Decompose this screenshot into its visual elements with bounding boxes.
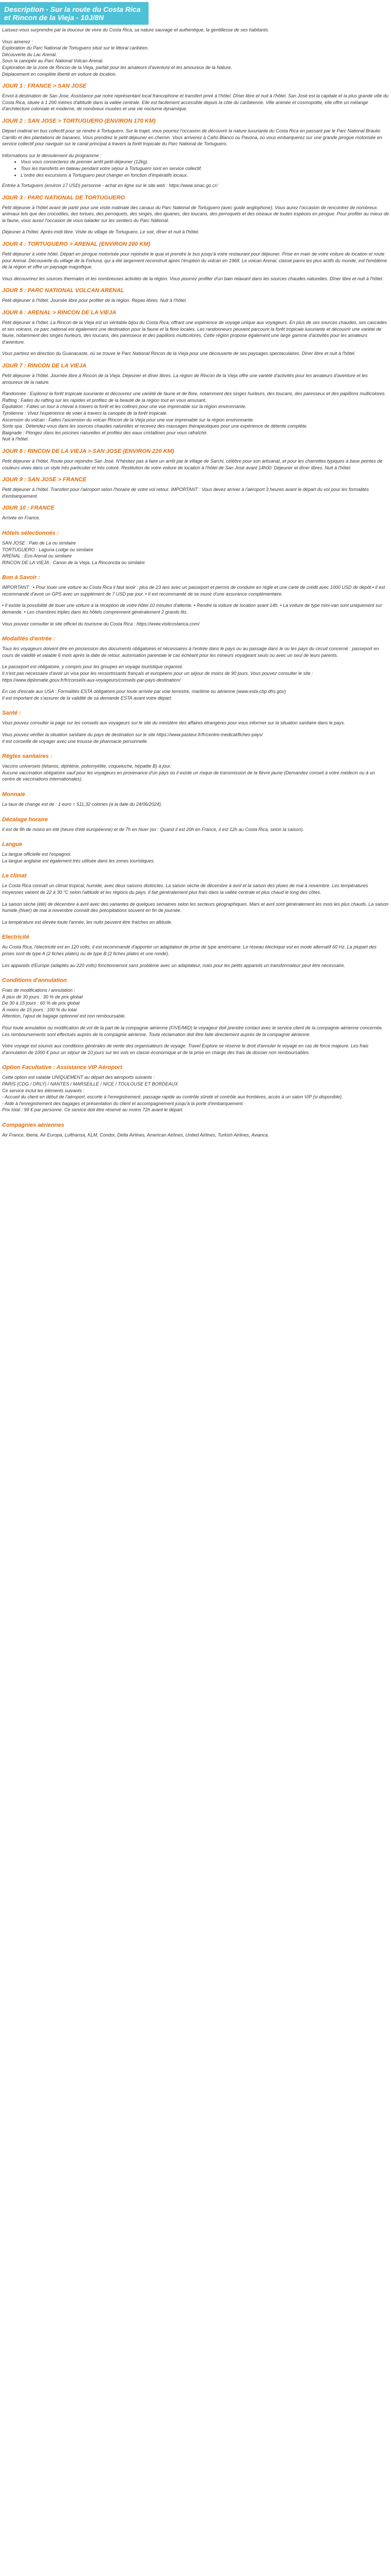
day-title: JOUR 3 : PARC NATIONAL DE TORTUGUERO — [2, 194, 125, 201]
day-section — [2, 241, 389, 282]
compagnies-section — [2, 1122, 389, 1139]
day-text: Petit déjeuner à l'hôtel. Journée libre pour profiter de la région. Repas libres. Nuit à l'hôtel. — [2, 298, 187, 303]
info-list — [2, 159, 389, 178]
day-text: Arrivée en France. — [2, 515, 41, 521]
day-section — [2, 287, 389, 304]
conditions-text: Frais de modifications / annulation : — [2, 988, 75, 993]
reglements-title: Règles sanitaires : — [2, 753, 53, 760]
modalites-text: Tous les voyageurs doivent être en possession des documents obligatoires et nécessaires à l'entrée dans le pays ou au passage dans le ou les pays du circuit concerné : passeport en cours de validité et valable 6 mois après la date de retour, autorisation parentale le cas échéant pour les mineurs voyageant seuls ou avec un seul de leurs parents. — [2, 646, 379, 658]
electricite-title: Electricité — [2, 934, 29, 941]
compagnies-title: Compagnies aériennes — [2, 1122, 64, 1128]
reglements-text: Vaccins universels (tétanos, diphtérie, poliomyélite, coqueluche, hépatite B) à jour. — [2, 764, 172, 769]
langue-section — [2, 841, 389, 864]
day-text: Petit déjeuner à l'hôtel. Journée libre à Rincon de la Vieja. Déjeuner et dîner libres. La région de Rincon de la Vieja offre une variété d'activités pour les amateurs d'aventure et les amoureux de la nature. — [2, 373, 368, 385]
day-title: JOUR 2 : SAN JOSE > TORTUGUERO (ENVIRON 170 KM) — [2, 117, 156, 124]
bon-a-savoir-title: Bon à Savoir : — [2, 574, 40, 581]
conditions-section — [2, 977, 389, 1056]
climat-text: Le Costa Rica connaît un climat tropical, humide, avec deux saisons distinctes. La saison sèche de décembre à avril et la saison des pluies de mai à novembre. Les températures moyennes varient de 22 à 30 °C selon l'altitude et les régions du pays. Il fait généralement plus frais dans la vallée centrale et plus chaud le long des côtes. — [2, 883, 368, 895]
electricite-text: Les appareils d'Europe (adaptés au 220 volts) fonctionneront sans problème avec un adaptateur, mais pour les petits appareils un transformateur peut être nécessaire. — [2, 962, 346, 968]
conditions-text: Votre voyage est soumis aux conditions générales de vente des organisateurs de voyage. Travel Explore se réserve le droit d'annuler le voyage en cas de force majeure. Les frais d'annulation de 1000 € pour un séjour de 10 jours sur les vols en classe économique et de la prise en charge des frais de dossier non remboursables. — [2, 1043, 369, 1055]
summary-section — [2, 39, 389, 78]
summary-item — [2, 52, 389, 58]
monnaie-section — [2, 791, 389, 808]
day-title: JOUR 10 : FRANCE — [2, 505, 55, 512]
day-title: JOUR 9 : SAN JOSE > FRANCE — [2, 477, 87, 483]
day-text: Tyrolienne : Vivez l'expérience de voler à travers la canopée de la forêt tropicale. — [2, 410, 168, 416]
langue-text: La langue officielle est l'espagnol. — [2, 852, 72, 857]
conditions-text: De 30 à 15 jours : 60 % de prix global — [2, 1001, 80, 1006]
day-text: Rafting : Faites du rafting sur les rapides et profitez de la beauté de la région tout en vous amusant. — [2, 397, 207, 403]
day-text: Randonnée : Explorez la forêt tropicale luxuriante et découvrez une variété de faune et de flore, notamment des singes hurleurs, des toucans, des paresseux et des papillons multicolores. — [2, 391, 386, 397]
langue-title: Langue — [2, 841, 23, 848]
summary-item-text: Exploration du Parc National de Tortuguero situé sur le littoral caribéen. — [2, 45, 149, 51]
option-text: Prix total : 99 € par personne. Ce service doit être réservé au moins 72h avant le départ. — [2, 1107, 184, 1113]
electricite-section — [2, 934, 389, 969]
conditions-text: Pour toute annulation ou modification de vol de la part de la compagnie aérienne (FIVE/MID) le voyageur doit prendre contact avec le service client de la compagnie aérienne concernée. Les remboursements sont effectués auprès de la compagnie aérienne. Toute réclamation doit être faite directement auprès de la compagnie aérienne. — [2, 1025, 383, 1037]
day-text: Envol à destination de San Jose. Assistance par notre représentant local francophone et transfert privé à l'hôtel. Dîner libre et nuit à l'hôtel. San José est la capitale et la plus grande ville du Costa Rica, située à 1 200 mètres d'altitude dans la vallée centrale. Elle est facilement accessible depuis la côte du caribéenne. Ville animée et cosmopolite, elle offre un mélange d'architecture coloniale et moderne, de nombreux musées et une vie nocturne dynamique. — [2, 93, 389, 112]
climat-section — [2, 872, 389, 925]
day-section — [2, 194, 389, 235]
summary-item — [2, 45, 389, 52]
day-section — [2, 117, 389, 189]
day-title: JOUR 5 : PARC NATIONAL VOLCAN ARENAL — [2, 287, 124, 294]
climat-title: Le climat — [2, 873, 27, 879]
hotel-line: ARENAL : Eco Arenal ou similaire — [2, 553, 72, 559]
day-text: Baignade : Plongez dans les piscines naturelles et profitez des eaux cristallines pour vous rafraîchir. — [2, 430, 208, 435]
modalites-text: Il est important de s'assurer de la validité de sa demande ESTA avant votre départ. — [2, 695, 172, 701]
day-section — [2, 82, 389, 112]
compagnies-text: Air France, Iberia, Air Europa, Lufthansa, KLM, Condor, Delta Airlines, American Airlines, United Airlines, Turkish Airlines, Avianca. — [2, 1132, 269, 1138]
bon-a-savoir-section — [2, 574, 389, 627]
conditions-text: À plus de 30 jours : 30 % de prix global — [2, 994, 83, 999]
info-list-item: • Tous les transferts en bateau pendant votre séjour à Tortuguero sont en service collectif. — [21, 165, 389, 172]
option-text: - Aide à l'enregistrement des bagages et présentation du client et accompagnement jusqu'à la porte d'embarquement. — [2, 1100, 244, 1106]
summary-item — [2, 58, 389, 64]
day-text: Ascension du volcan : Faites l'ascension du volcan Rincon de la Vieja pour une vue imprenable sur la région environnante. — [2, 417, 254, 422]
summary-item-text: Sous la canopée au Parc National Volcan Arenal. — [2, 58, 104, 64]
hotel-line: RINCON DE LA VIEJA : Canon de la Vieja, La Rinconcita ou similaire — [2, 560, 145, 565]
day-text: Petit déjeuner à l'hôtel. Transfert pour l'aéroport selon l'horaire de votre vol retour. IMPORTANT : Vous devez arriver à l'aéroport 3 heures avant le départ du vol pour les formalités d'embarquement. — [2, 487, 369, 499]
modalites-title: Modalités d'entrée : — [2, 636, 55, 642]
decalage-text: Il est de 8h de moins en été (heure d'été européenne) et de 7h en hiver (ex : Quand il est 20h en France, il est 12h au Costa Rica, selon la saison). — [2, 826, 304, 832]
modalites-text: Il n'est pas nécessaire d'avoir un visa pour les ressortissants français et européens pour un séjour de moins de 90 jours. Vous pouvez consulter le site : https://www.diplomatie.gouv.fr/fr/conseils-aux-voyageurs/conseils-par-pays-destination/ — [2, 671, 313, 683]
hotel-line: TORTUGUERO : Laguna Lodge ou similaire — [2, 547, 93, 552]
option-title: Option Facultative : Assistance VIP Aéroport — [2, 1064, 122, 1071]
day-text: Vous partirez en direction du Guanacaste, où se trouve le Parc National Rincon de la Vieja pour une découverte de ses paysages spectaculaires. Dîner libre et nuit à l'hôtel. — [2, 351, 356, 357]
modalites-text: Le passeport est obligatoire, y compris pour les groupes en voyage touristique organisé. — [2, 664, 184, 670]
day-text: Petit déjeuner à votre hôtel. Départ en pirogue motorisée pour rejoindre le quai et prendre le bus jusqu'à votre restaurant pour déjeuner. Prise en main de votre voiture de location et route pour Arenal. Découverte du village de la Fortuna, qui a été largement reconstruit après l'éruption du volcan en 1968. Le volcan Arenal, classé parmi les plus actifs du monde, est l'emblème de la région et offre un paysage magnifique. — [2, 251, 387, 270]
decalage-title: Décalage horaire — [2, 816, 48, 823]
day-text: Départ matinal en bus collectif pour se rendre à Tortuguero. Sur le trajet, vous pourrez l'occasion de découvrir la nature luxuriante du Costa Rica en passant par le Parc National Braulio Carrillo et des plantations de bananes. Vous prendrez le petit déjeuner en chemin. Vous arriverez à Caño Blanco ou Pavona, où vous embarquerez sur une grande pirogue motorisée en service collectif pour naviguer sur le canal principal à travers la forêt tropicale du Parc National de Tortuguero. — [2, 128, 382, 147]
summary-item-text: Déplacement en complète liberté en voiture de location. — [2, 71, 117, 77]
day-text: Équitation : Faites un tour à cheval à travers la forêt et les collines pour une vue imprenable sur la région environnante. — [2, 404, 247, 410]
day-section — [2, 362, 389, 443]
intro-text: Laissez-vous surprendre par la douceur de vivre du Costa Rica, sa nature sauvage et authentique, la gentillesse de ses habitants. — [2, 27, 269, 32]
day-text: Sorte spa : Détendez-vous dans les sources chaudes naturelles et recevez des massages thérapeutiques pour une expérience de détente complète. — [2, 423, 308, 429]
day-title: JOUR 6 : ARENAL > RINCON DE LA VIEJA — [2, 310, 117, 316]
reglements-section — [2, 753, 389, 783]
day-section — [2, 309, 389, 357]
summary-item — [2, 71, 389, 78]
day-title: JOUR 7 : RINCON DE LA VIEJA — [2, 363, 87, 369]
option-section — [2, 1064, 389, 1113]
sante-text: Vous pouvez consulter la page sur les conseils aux voyageurs sur le site du ministère des affaires étrangères pour vous informer sur la situation sanitaire dans le pays. — [2, 720, 346, 726]
summary-title: Vous aimerez : — [2, 39, 33, 44]
sante-text: Vous pouvez vérifier la situation sanitaire du pays de destination sur le site https://www.pasteur.fr/fr/centre-medical/fiches-pays/ — [2, 732, 263, 737]
reglements-text: Aucune vaccination obligatoire sauf pour les voyageurs en provenance d'un pays où il existe un risque de transmission de la fièvre jaune (Demandez conseil à votre médecin ou à un centre de vaccinations internationales). — [2, 770, 375, 782]
day-text: Déjeuner à l'hôtel. Après-midi libre. Visite du village de Tortuguero. Le soir, dîner et nuit à l'hôtel. — [2, 229, 200, 235]
summary-item — [2, 64, 389, 71]
bon-a-savoir-text: Vous pouvez consulter le site officiel du tourisme du Costa Rica : https://www.visitcostarica.com/ — [2, 621, 200, 626]
option-text: - Accueil du client en début de l'aéroport, escorte à l'enregistrement, passage rapide au contrôle sûreté et contrôle aux frontières, accès à un salon VIP (si disponible). — [2, 1094, 343, 1100]
day-title: JOUR 8 : RINCON DE LA VIEJA > SAN JOSE (ENVIRON 220 KM) — [2, 448, 174, 454]
day-section — [2, 476, 389, 499]
info-list-item: • Vous vous connecterez de premier arrêt petit-déjeuner (12kg). — [21, 159, 389, 165]
modalites-text: En cas d'escale aux USA : Formalités ESTA obligatoire pour toute arrivée par voie terrestre, maritime ou aérienne (www.esta.cbp.dhs.gov) — [2, 689, 286, 694]
day-title: JOUR 1 : FRANCE > SAN JOSE — [2, 83, 87, 90]
day-section — [2, 504, 389, 521]
day-text: Informations sur le déroulement du programme : — [2, 152, 102, 158]
summary-item-text: Exploration de la zone de Rincon de la Vieja, parfait pour les amateurs d'aventure et les amoureux de la Nature. — [2, 64, 232, 70]
option-text: PARIS (CDG / ORLY) / NANTES / MARSEILLE / NICE / TOULOUSE ET BORDEAUX — [2, 1081, 178, 1087]
sante-section — [2, 709, 389, 744]
day-title: JOUR 4 : TORTUGUERO > ARENAL (ENVIRON 200 KM) — [2, 241, 151, 248]
page-title: Description - Sur la route du Costa Rica et Rincon de la Vieja - 10J/8N — [4, 5, 141, 22]
page — [0, 2, 391, 2576]
sante-title: Santé : — [2, 710, 21, 717]
climat-text: La température est élevée toute l'année, les nuits peuvent être fraîches en altitude. — [2, 919, 172, 925]
climat-text: La saison sèche (été) de décembre à avril avec des variantes de quelques semaines selon les secteurs géographiques. Mars et avril sont généralement les mois les plus chauds. La saison humide (hiver) de mai à novembre connaît des précipitations souvent en fin de journée. — [2, 901, 388, 913]
page-title-banner — [0, 2, 149, 25]
day-text: Petit déjeuner à l'hôtel. La Rincon de la Vieja est un véritable bijou du Costa Rica, offrant une expérience de voyage unique aux voyageurs. En plus de ses sources chaudes, ses cascades et ses volcans, ce parc national est également une destination pour la faune et la flore locales. Les randonneurs peuvent parcourir la forêt tropicale luxuriante et découvrir une variété de faune, notamment des singes hurleurs, des toucans, des paresseux et des papillons multicolores. Cette région propose également une large gamme d'activités pour les amateurs d'aventure. — [2, 320, 387, 345]
monnaie-text: La taux de change est de : 1 euro = 511,32 colones (à la date du 24/06/2024). — [2, 801, 162, 807]
bon-a-savoir-text: • Il existe la possibilité de louer une voiture à la réception de votre hôtel 10 minutes d'attente. • Rendre la voiture de location avant 14h. • La voiture de type mini-van sont uniquement sur demande. • Les chambres triples dans les hôtels comprennent généralement 2 grands lits. — [2, 603, 382, 615]
conditions-text: À moins de 15 jours : 100 % du total — [2, 1007, 77, 1012]
day-text: Vous découvrirez les sources thermales et les nombreuses activités de la région. Vous pourrez profiter d'un bain relaxant dans les sources chaudes naturelles. Dîner libre et nuit à l'hôtel. — [2, 276, 384, 281]
hotels-section — [2, 530, 389, 566]
conditions-text: Attention, l'ajout de bagage optionnel est non remboursable. — [2, 1013, 126, 1019]
info-list-item: • L'ordre des excursions à Tortuguero peut changer en fonction d'impératifs locaux. — [21, 172, 389, 179]
monnaie-title: Monnaie — [2, 791, 25, 798]
hotels-title: Hôtels sélectionnés : — [2, 530, 59, 536]
option-text: Ce service inclut les éléments suivants : — [2, 1088, 85, 1093]
conditions-title: Conditions d'annulation — [2, 977, 67, 984]
sante-text: Il est conseillé de voyager avec une trousse de pharmacie personnelle. — [2, 738, 149, 744]
electricite-text: Au Costa Rica, l'électricité est en 120 volts, il est recommandé d'apporter un adaptateur de prise de type américaine. Le réseau électrique est en mode alternatif 60 Hz. La plupart des prises sont de type A (2 fiches plates) ou de type B (2 fiches plates et une ronde). — [2, 944, 377, 956]
main-content — [0, 39, 391, 1139]
langue-text: La langue anglaise est également très utilisée dans les zones touristiques. — [2, 858, 155, 863]
modalites-section — [2, 635, 389, 701]
summary-item-text: Découverte du Lac Arenal. — [2, 52, 57, 57]
bon-a-savoir-text: IMPORTANT : • Pour louer une voiture au Costa Rica il faut avoir : plus de 23 ans avec un passeport et permis de conduire en règle et une carte de crédit avec 1000 USD de dépôt • Il est recommandé d'avoir un GPS avec un supplément de 7 USD par jour. • Il est recommandé de se munir d'une assurance complémentaire. — [2, 585, 385, 597]
day-text: Petit déjeuner à l'hôtel. Route pour rejoindre San José. N'hésitez pas à faire un arrêt par le village de Sarchi, célèbre pour son artisanat, et pour les charrettes typiques à base peintes de couleurs vives dans un style très particulier et très coloré. Restitution de votre voiture de location à l'hôtel de San José avant 14h00. Déjeuner et dîner libres. Nuit à l'hôtel. — [2, 458, 383, 470]
day-text: Nuit à l'hôtel. — [2, 436, 29, 442]
day-section — [2, 448, 389, 471]
day-text: Entrée à Tortuguero (environ 17 USD) personne - achat en ligne sur le site web : https://www.sinac.go.cr/ — [2, 183, 218, 189]
option-text: Cette option est valable UNIQUEMENT au départ des aéroports suivants : — [2, 1075, 155, 1080]
decalage-section — [2, 816, 389, 833]
hotel-line: SAN JOSE : Palo de La ou similaire — [2, 540, 76, 546]
day-text: Petit déjeuner à l'hôtel avant de partir pour une visite matinale des canaux du Parc National de Tortuguero (avec guide anglophone). Vous aurez l'occasion de rencontrer de nombreux animaux tels que des crocodiles, des tortues, des perroquets, des singes, des iguanes, des toucans, des perroquets et des oiseaux de toutes espèces en pirogue. Pour profiter au mieux de la faune, vous aurez l'occasion de vous balader sur les sentiers du Parc National. — [2, 205, 389, 223]
